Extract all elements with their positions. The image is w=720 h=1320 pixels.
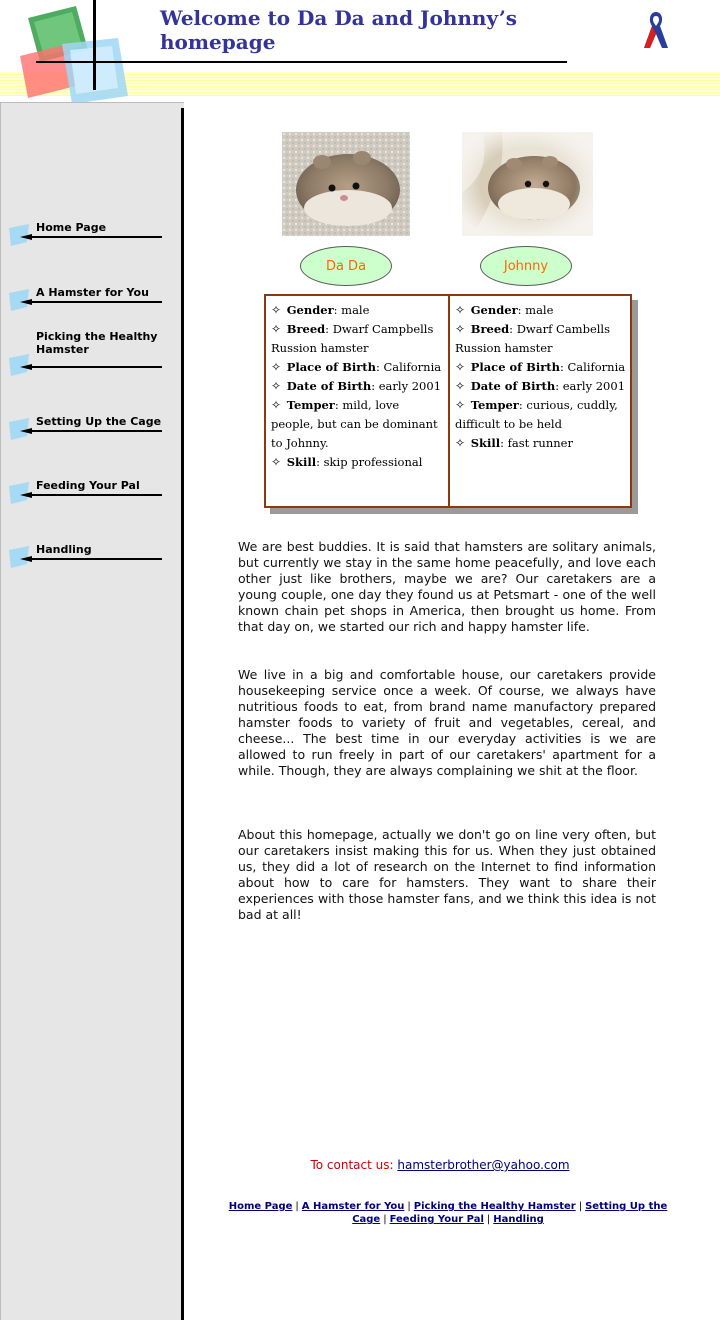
contact-label: To contact us: bbox=[310, 1158, 398, 1172]
dada-photo bbox=[282, 132, 410, 236]
footer-separator: | bbox=[295, 1201, 299, 1212]
arrow-pointer-icon bbox=[8, 224, 34, 246]
contact-line bbox=[190, 1158, 690, 1172]
dada-profile bbox=[266, 296, 448, 506]
arrow-pointer-icon bbox=[8, 354, 34, 376]
star-outline-icon: ✧ bbox=[455, 398, 466, 412]
page-title: Welcome to Da Da and Johnny’s homepage bbox=[160, 6, 518, 54]
profile-row: ✧ Place of Birth: California bbox=[455, 360, 626, 374]
sidebar-item-label[interactable]: Home Page bbox=[36, 221, 107, 234]
profile-row: ✧ Skill: fast runner bbox=[455, 436, 573, 450]
arrow-pointer-icon bbox=[8, 482, 34, 504]
story-paragraph-2: We live in a big and comfortable house, our caretakers provide housekeeping service once a week. Of course, we always have nutritious foods to eat, from brand name manufactory prepared hamster foods to variety of fruit and vegetables, cereal, and cheese... The best time in our everyday activities is we are allowed to run freely in part of our caretakers' apartment for a while. Though, they are always complaining we shit at the floor. bbox=[238, 667, 656, 778]
star-outline-icon: ✧ bbox=[271, 303, 282, 317]
star-outline-icon: ✧ bbox=[271, 360, 282, 374]
sidebar-item-label[interactable]: Setting Up the Cage bbox=[36, 415, 162, 428]
sidebar-item-setting-up-the-cage[interactable] bbox=[8, 410, 168, 432]
nav-rule bbox=[30, 236, 162, 238]
flag-ribbon-icon bbox=[640, 8, 672, 52]
johnny-photo bbox=[462, 132, 593, 236]
header-vertical-line bbox=[93, 0, 96, 90]
sidebar-item-picking-the-healthy-hamster[interactable] bbox=[8, 330, 168, 368]
sidebar-item-a-hamster-for-you[interactable] bbox=[8, 281, 168, 303]
star-outline-icon: ✧ bbox=[455, 379, 466, 393]
profile-row: ✧ Skill: skip professional bbox=[271, 455, 423, 469]
profile-row: ✧ Gender: male bbox=[271, 303, 370, 317]
footer-link-feeding-your-pal[interactable]: Feeding Your Pal bbox=[389, 1214, 484, 1225]
arrow-pointer-icon bbox=[8, 289, 34, 311]
profile-row: ✧ Date of Birth: early 2001 bbox=[455, 379, 626, 393]
sidebar-item-feeding-your-pal[interactable] bbox=[8, 474, 168, 496]
profile-row: ✧ Breed: Dwarf Cambells Russion hamster bbox=[455, 322, 611, 355]
header bbox=[0, 0, 720, 110]
nav-rule bbox=[30, 494, 162, 496]
story-paragraph-3: About this homepage, actually we don't go on line very often, but our caretakers insist making this for us. When they just obtained us, they did a lot of research on the Internet to find information about how to care for hamsters. They want to share their experiences with those hamster fans, and we think this idea is not bad at all! bbox=[238, 827, 656, 922]
star-outline-icon: ✧ bbox=[271, 379, 282, 393]
contact-email-link[interactable]: hamsterbrother@yahoo.com bbox=[397, 1158, 570, 1172]
profile-row: ✧ Gender: male bbox=[455, 303, 554, 317]
arrow-pointer-icon bbox=[8, 546, 34, 568]
footer-nav bbox=[188, 1200, 708, 1226]
profile-row: ✧ Temper: curious, cuddly, difficult to be held bbox=[455, 398, 618, 431]
nav-rule bbox=[30, 366, 162, 368]
sidebar-item-label[interactable]: Feeding Your Pal bbox=[36, 479, 140, 492]
footer-link-setting-up-the-cage[interactable]: Setting Up the Cage bbox=[352, 1201, 668, 1225]
footer-link-home-page[interactable]: Home Page bbox=[228, 1201, 293, 1212]
star-outline-icon: ✧ bbox=[455, 322, 466, 336]
sidebar-item-label[interactable]: Handling bbox=[36, 543, 92, 556]
nav-rule bbox=[30, 558, 162, 560]
header-rule bbox=[36, 61, 567, 63]
star-outline-icon: ✧ bbox=[271, 398, 282, 412]
profile-row: ✧ Place of Birth: California bbox=[271, 360, 442, 374]
johnny-profile bbox=[448, 296, 630, 506]
footer-separator: | bbox=[486, 1214, 491, 1225]
footer-separator: | bbox=[383, 1214, 387, 1225]
sidebar-item-home-page[interactable] bbox=[8, 216, 168, 238]
arrow-pointer-icon bbox=[8, 418, 34, 440]
profile-table bbox=[264, 294, 632, 508]
footer-separator: | bbox=[578, 1201, 583, 1212]
nav-rule bbox=[30, 301, 162, 303]
footer-link-handling[interactable]: Handling bbox=[493, 1214, 544, 1225]
star-outline-icon: ✧ bbox=[455, 436, 466, 450]
story-paragraph-1: We are best buddies. It is said that hamsters are solitary animals, but currently we stay in the same home peacefully, and love each other just like brothers, maybe we are? Our caretakers are a young couple, one day they found us at Petsmart - one of the well known chain pet shops in America, then brought us home. From that day on, we started our rich and happy hamster life. bbox=[238, 539, 656, 634]
footer-link-picking-the-healthy-hamster[interactable]: Picking the Healthy Hamster bbox=[413, 1201, 576, 1212]
star-outline-icon: ✧ bbox=[455, 360, 466, 374]
sidebar-item-handling[interactable] bbox=[8, 538, 168, 560]
profile-row: ✧ Breed: Dwarf Campbells Russion hamster bbox=[271, 322, 434, 355]
profile-row: ✧ Temper: mild, love people, but can be dominant to Johnny. bbox=[271, 398, 438, 450]
star-outline-icon: ✧ bbox=[271, 455, 282, 469]
sidebar-item-label[interactable]: Picking the Healthy Hamster bbox=[36, 330, 158, 356]
abstract-squares-logo bbox=[18, 0, 133, 110]
profile-row: ✧ Date of Birth: early 2001 bbox=[271, 379, 442, 393]
dada-name-badge: Da Da bbox=[300, 246, 392, 286]
johnny-name-badge: Johnny bbox=[480, 246, 572, 286]
sidebar-item-label[interactable]: A Hamster for You bbox=[36, 286, 149, 299]
nav-rule bbox=[30, 430, 162, 432]
star-outline-icon: ✧ bbox=[455, 303, 466, 317]
footer-separator: | bbox=[407, 1201, 411, 1212]
sidebar-divider bbox=[181, 108, 184, 1320]
footer-link-a-hamster-for-you[interactable]: A Hamster for You bbox=[301, 1201, 405, 1212]
star-outline-icon: ✧ bbox=[271, 322, 282, 336]
